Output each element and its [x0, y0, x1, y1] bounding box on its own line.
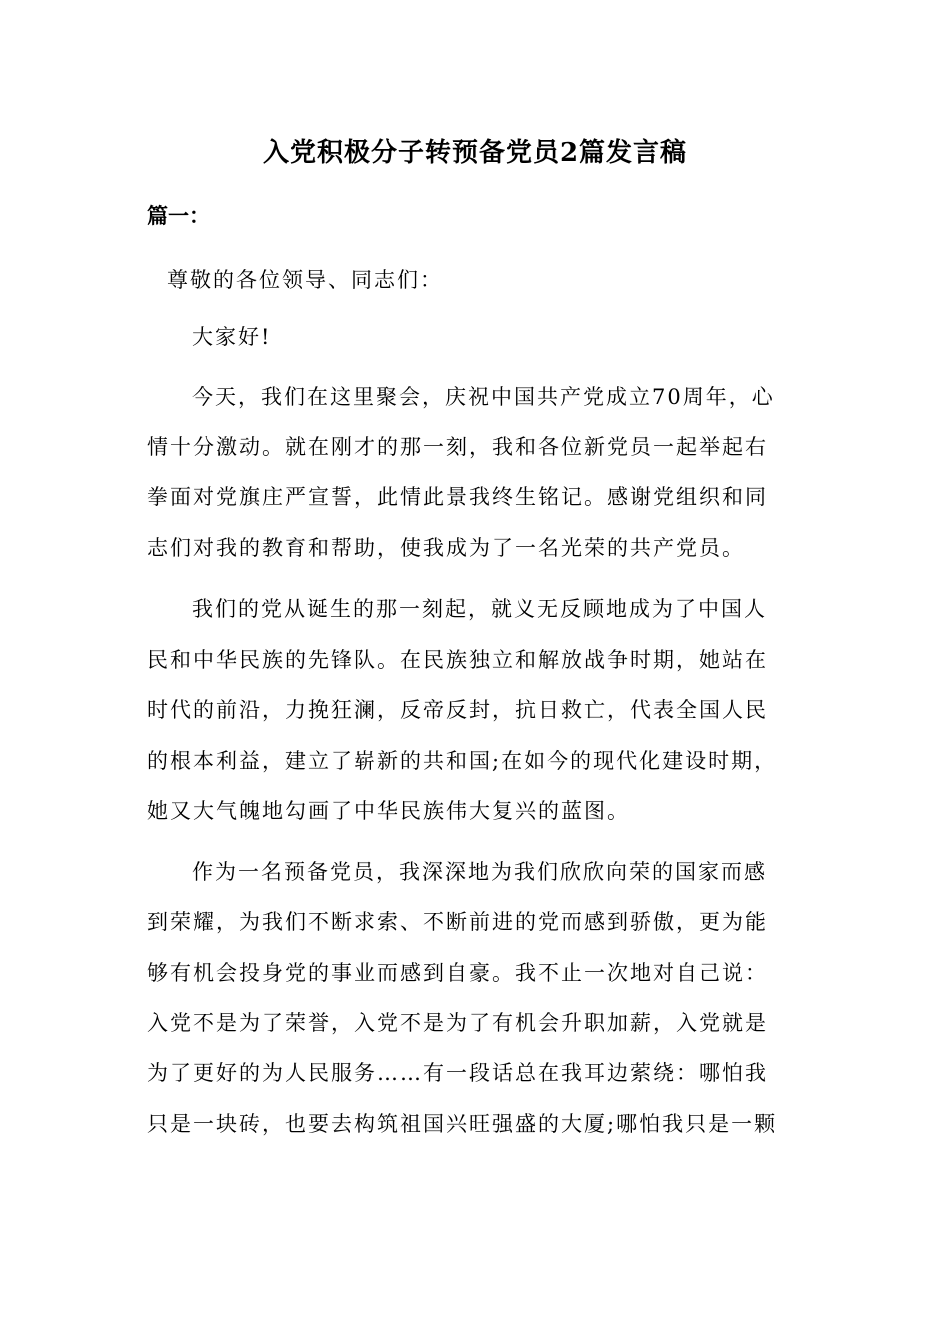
greeting: 大家好!	[192, 325, 272, 349]
paragraph-3-line: 作为一名预备党员，我深深地为我们欣欣向荣的国家而感	[192, 860, 767, 884]
section-heading: 篇一：	[147, 203, 210, 228]
paragraph-3-line: 为了更好的为人民服务……有一段话总在我耳边萦绕：哪怕我	[147, 1061, 768, 1085]
paragraph-3-line: 到荣耀，为我们不断求索、不断前进的党而感到骄傲，更为能	[147, 910, 768, 934]
paragraph-1-line: 今天，我们在这里聚会，庆祝中国共产党成立70周年，心	[192, 385, 775, 409]
paragraph-3-line: 只是一块砖，也要去构筑祖国兴旺强盛的大厦;哪怕我只是一颗	[147, 1112, 778, 1136]
paragraph-1-line: 拳面对党旗庄严宣誓，此情此景我终生铭记。感谢党组织和同	[147, 485, 768, 509]
paragraph-2-line: 我们的党从诞生的那一刻起，就义无反顾地成为了中国人	[192, 597, 767, 621]
paragraph-2-line: 民和中华民族的先锋队。在民族独立和解放战争时期，她站在	[147, 648, 768, 672]
salutation: 尊敬的各位领导、同志们：	[167, 268, 443, 292]
paragraph-1-line: 情十分激动。就在刚才的那一刻，我和各位新党员一起举起右	[147, 435, 768, 459]
paragraph-2-line: 她又大气魄地勾画了中华民族伟大复兴的蓝图。	[147, 799, 630, 823]
paragraph-3-line: 够有机会投身党的事业而感到自豪。我不止一次地对自己说：	[147, 961, 768, 985]
paragraph-3-line: 入党不是为了荣誉，入党不是为了有机会升职加薪，入党就是	[147, 1011, 768, 1035]
paragraph-2-line: 的根本利益，建立了崭新的共和国;在如今的现代化建设时期，	[147, 749, 778, 773]
paragraph-1-line: 志们对我的教育和帮助，使我成为了一名光荣的共产党员。	[147, 536, 745, 560]
document-title: 入党积极分子转预备党员2篇发言稿	[262, 138, 688, 168]
paragraph-2-line: 时代的前沿，力挽狂澜，反帝反封，抗日救亡，代表全国人民	[147, 698, 768, 722]
